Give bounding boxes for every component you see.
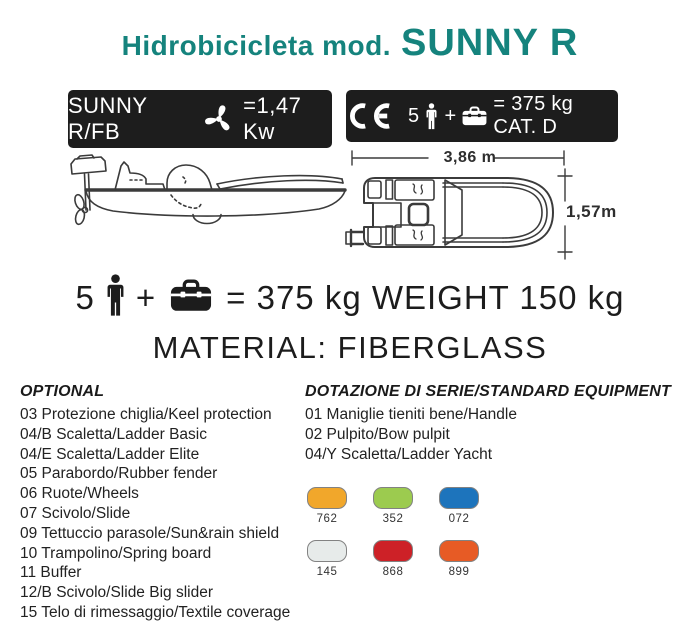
color-swatch <box>307 487 347 509</box>
color-swatch-cell <box>439 540 479 578</box>
briefcase-icon <box>462 106 487 126</box>
color-swatch-cell <box>439 487 479 525</box>
capacity-badge <box>346 90 618 142</box>
list-item: 05 Parabordo/Rubber fender <box>20 465 218 483</box>
list-item: 09 Tettuccio parasole/Sun&rain shield <box>20 524 280 542</box>
standard-equipment-heading: DOTAZIONE DI SERIE/STANDARD EQUIPMENT <box>305 383 671 400</box>
color-swatch-grid <box>307 487 479 578</box>
weight-count: 5 <box>75 279 95 316</box>
color-swatch-code: 145 <box>316 566 338 578</box>
list-item: 10 Trampolino/Spring board <box>20 544 212 562</box>
propeller-icon <box>202 102 236 136</box>
list-item: 11 Buffer <box>20 564 82 582</box>
side-view-drawing <box>55 150 350 273</box>
list-item: 04/E Scaletta/Ladder Elite <box>20 445 200 463</box>
color-swatch-code: 868 <box>382 566 404 578</box>
power-badge <box>68 90 332 148</box>
color-swatch-code: 352 <box>382 513 404 525</box>
list-item: 04/B Scaletta/Ladder Basic <box>20 425 207 443</box>
weight-plus: + <box>135 279 157 316</box>
color-swatch <box>373 487 413 509</box>
color-swatch-cell <box>373 540 413 578</box>
list-item: 01 Maniglie tieniti bene/Handle <box>305 406 517 423</box>
color-swatch-cell <box>307 540 347 578</box>
person-icon <box>425 103 438 130</box>
optional-heading: OPTIONAL <box>20 383 105 400</box>
optional-list <box>20 405 300 623</box>
color-swatch <box>373 540 413 562</box>
color-swatch-cell <box>307 487 347 525</box>
color-swatch-code: 762 <box>316 513 338 525</box>
weight-line <box>0 274 700 322</box>
ce-mark-icon <box>346 102 392 130</box>
optional-section <box>20 383 300 623</box>
capacity-count: 5 <box>408 104 420 127</box>
color-swatch <box>439 540 479 562</box>
color-swatch-code: 899 <box>448 566 470 578</box>
power-badge-model: SUNNY R/FB <box>68 93 148 144</box>
list-item: 15 Telo di rimessaggio/Textile coverage <box>20 603 291 621</box>
color-swatch <box>439 487 479 509</box>
person-icon <box>105 274 126 322</box>
page-title <box>0 22 700 65</box>
list-item: 02 Pulpito/Bow pulpit <box>305 425 450 443</box>
length-dimension-label: 3,86 m <box>443 149 497 166</box>
power-badge-value: =1,47 Kw <box>243 93 302 144</box>
list-item: 06 Ruote/Wheels <box>20 485 139 503</box>
list-item: 07 Scivolo/Slide <box>20 504 131 522</box>
list-item: 03 Protezione chiglia/Keel protection <box>20 406 272 423</box>
briefcase-icon <box>170 279 212 317</box>
standard-equipment-section <box>305 383 697 464</box>
color-swatch <box>307 540 347 562</box>
capacity-plus: + <box>444 104 457 127</box>
capacity-value: = 375 kg CAT. D <box>493 93 574 138</box>
standard-equipment-list <box>305 405 697 464</box>
material-line: MATERIAL: FIBERGLASS <box>152 330 548 365</box>
color-swatch-cell <box>373 487 413 525</box>
color-swatch-code: 072 <box>448 513 470 525</box>
list-item: 04/Y Scaletta/Ladder Yacht <box>305 445 492 463</box>
list-item: 12/B Scivolo/Slide Big slider <box>20 584 213 602</box>
title-model: SUNNY R <box>400 22 579 64</box>
width-dimension-label: 1,57m <box>566 202 617 221</box>
title-prefix: Hidrobicicleta mod. <box>121 30 391 61</box>
weight-value: = 375 kg WEIGHT 150 kg <box>226 279 625 316</box>
